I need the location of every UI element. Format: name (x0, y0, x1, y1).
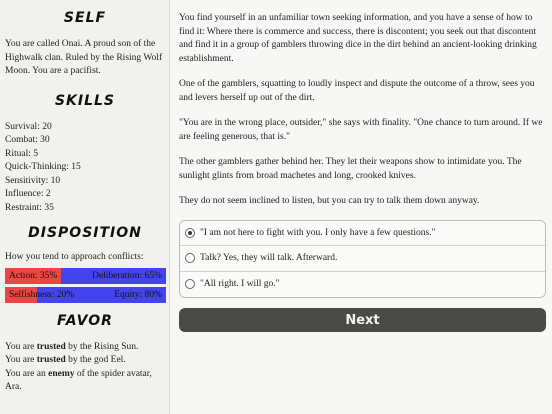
story-text (179, 12, 546, 209)
radio-button[interactable] (185, 228, 195, 238)
disposition-right-label: Deliberation: 65% (92, 270, 162, 281)
disposition-bar-action (5, 268, 166, 284)
disposition-bar-selfishness (5, 287, 166, 303)
skill-survival: Survival: 20 (5, 121, 52, 132)
skill-sensitivity: Sensitivity: 10 (5, 175, 61, 186)
skill-influence: Influence: 2 (5, 189, 51, 199)
story-paragraph: One of the gamblers, squatting to loudly inspect and dispute the outcome of a throw, sees you and levers herself up out of the dirt. (179, 79, 535, 103)
choice-label: "All right. I will go." (200, 279, 280, 290)
choice-label: Talk? Yes, they will talk. Afterward. (200, 253, 338, 264)
story-panel (170, 0, 552, 414)
favor-heading: FAVOR (57, 312, 113, 329)
skill-quick-thinking: Quick-Thinking: 15 (5, 162, 81, 172)
radio-button[interactable] (185, 253, 195, 263)
disposition-intro: How you tend to approach conflicts: (5, 252, 144, 262)
disposition-heading: DISPOSITION (28, 225, 142, 241)
skills-heading: SKILLS (54, 92, 116, 109)
choice-option[interactable] (180, 246, 545, 272)
favor-item: You are trusted by the god Eel. (5, 355, 126, 365)
skill-ritual: Ritual: 5 (5, 148, 38, 159)
skills-list (5, 121, 165, 216)
disposition-left-label: Action: 35% (9, 270, 58, 281)
radio-button[interactable] (185, 279, 195, 289)
story-paragraph: You find yourself in an unfamiliar town seeking information, and you have a sense of how to find it: Where there is commerce and success, there is discontent; you seek out that discontent and find it in a group of gamblers throwing dice in the dirt behind an ancient-looking drinking establishment. (179, 13, 537, 64)
disposition-right-label: Equity: 80% (114, 289, 162, 300)
choice-list (179, 220, 546, 299)
favor-item: You are trusted by the Rising Sun. (5, 341, 139, 352)
story-paragraph: "You are in the wrong place, outsider," she says with finality. "One chance to turn around. If we are feeling generous, that is." (179, 118, 543, 142)
favor-list (5, 341, 165, 395)
favor-item: You are an enemy of the spider avatar, Ara. (5, 368, 152, 392)
self-description: You are called Onai. A proud son of the Highwalk clan. Ruled by the Rising Wolf Moon. You are a pacifist. (5, 39, 163, 76)
choice-label: "I am not here to fight with you. I only have a few questions." (200, 227, 436, 238)
character-sidebar (0, 0, 170, 414)
disposition-left-label: Selfishness: 20% (9, 289, 75, 300)
skill-combat: Combat: 30 (5, 135, 50, 145)
story-paragraph: They do not seem inclined to listen, but you can try to talk them down anyway. (179, 196, 480, 206)
skill-restraint: Restraint: 35 (5, 202, 54, 213)
self-heading: SELF (63, 10, 107, 26)
choice-option[interactable] (180, 272, 545, 298)
choice-option[interactable] (180, 221, 545, 247)
next-button[interactable]: Next (179, 308, 546, 332)
story-paragraph: The other gamblers gather behind her. They let their weapons show to intimidate you. The sunlight glints from broad machetes and long, crooked knives. (179, 157, 522, 181)
